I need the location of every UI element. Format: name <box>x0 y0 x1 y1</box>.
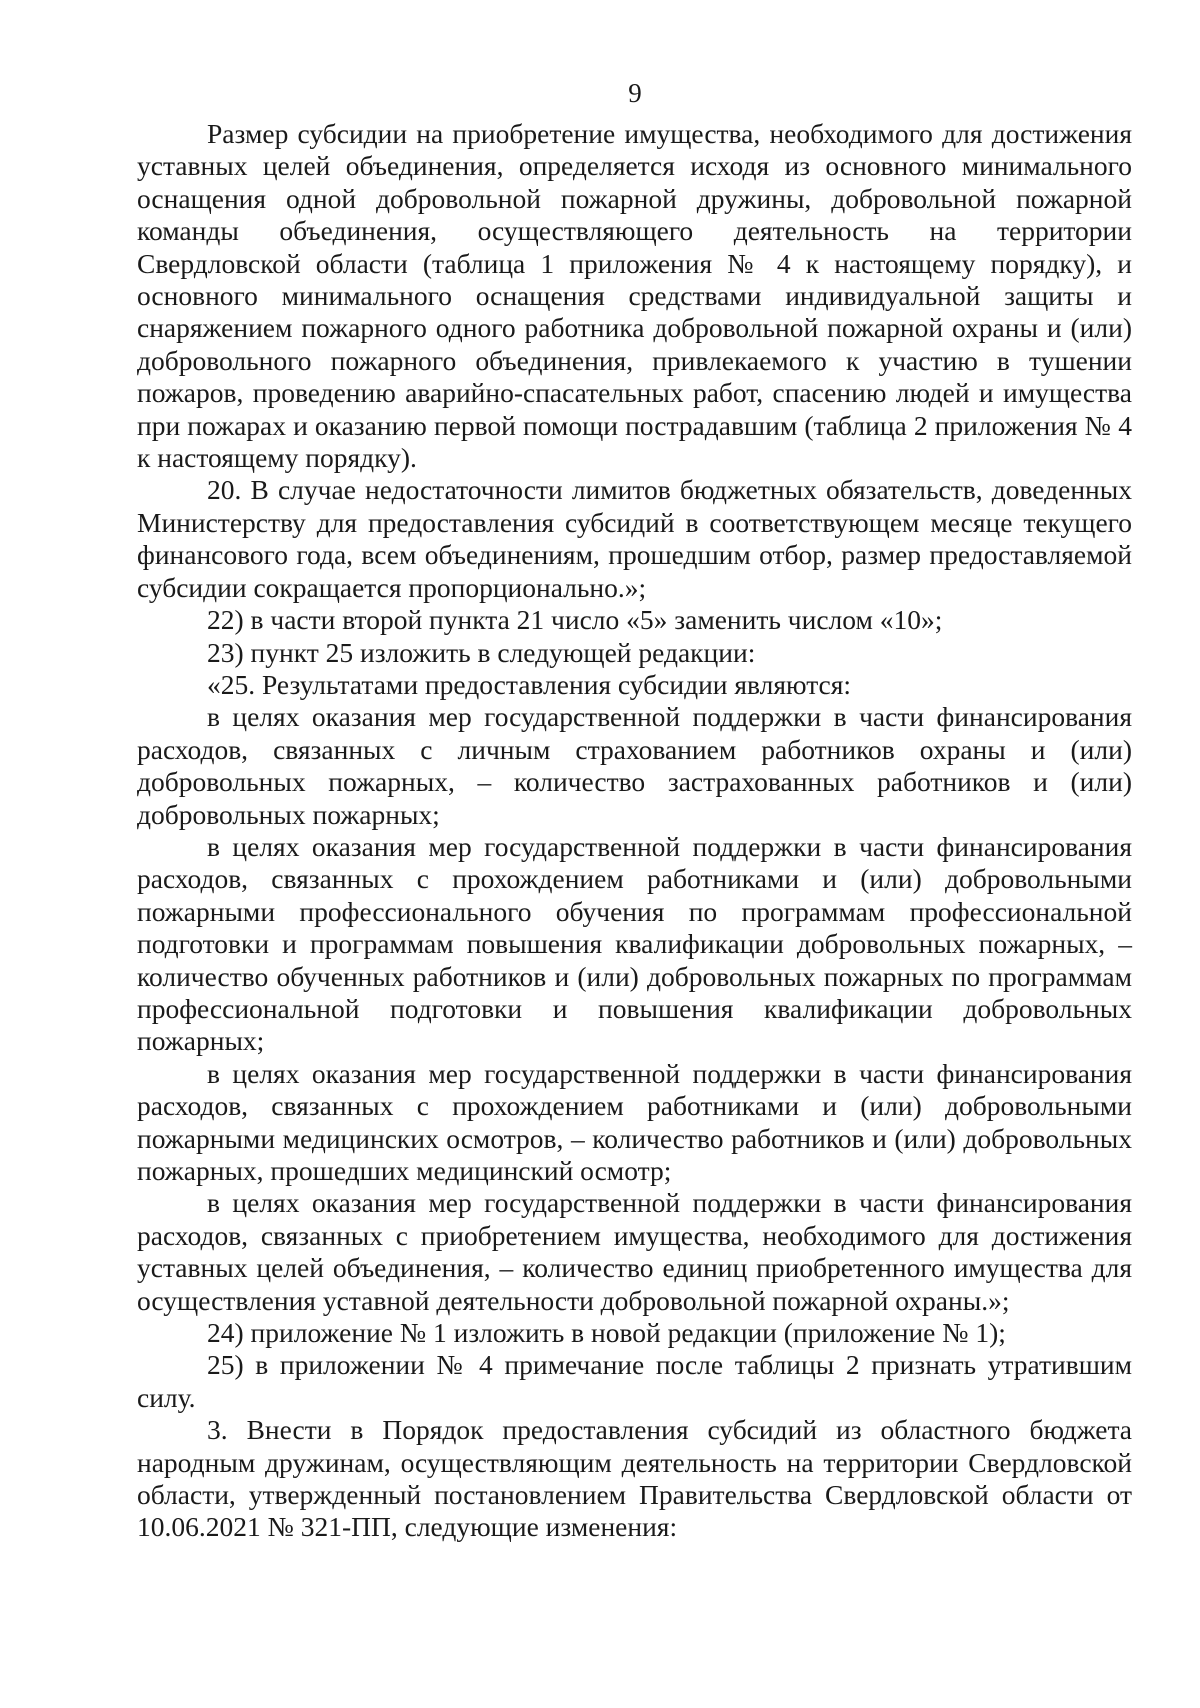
document-body <box>137 118 1132 1544</box>
paragraph-item-25-results: «25. Результатами предоставления субсидии являются: <box>207 668 852 700</box>
paragraph-subsidy-size: Размер субсидии на приобретение имущества, необходимого для достижения уставных целей объединения, определяется исходя из основного минимального оснащения одной добровольной пожарной дружины, добровольной пожарной команды объединения, осуществляющего деятельность на территории Свердловской области (таблица 1 приложения № 4 к настоящему порядку), и основного минимального оснащения средствами индивидуальной защиты и снаряжением пожарного одного работника добровольной пожарной охраны и (или) добровольного пожарного объединения, привлекаемого к участию в тушении пожаров, проведению аварийно-спасательных работ, спасению людей и имущества при пожарах и оказанию первой помощи пострадавшим (таблица 2 приложения № 4 к настоящему порядку). <box>137 118 1132 474</box>
paragraph-result-insurance: в целях оказания мер государственной поддержки в части финансирования расходов, связанных с личным страхованием работников охраны и (или) добровольных пожарных, – количество застрахованных работников и (или) добровольных пожарных; <box>137 701 1132 830</box>
paragraph-item-22: 22) в части второй пункта 21 число «5» заменить числом «10»; <box>207 604 943 636</box>
paragraph-result-medical: в целях оказания мер государственной поддержки в части финансирования расходов, связанных с прохождением работниками и (или) добровольными пожарными медицинских осмотров, – количество работников и (или) добровольных пожарных, прошедших медицинский осмотр; <box>137 1057 1132 1186</box>
paragraph-result-property: в целях оказания мер государственной поддержки в части финансирования расходов, связанных с приобретением имущества, необходимого для достижения уставных целей объединения, – количество единиц приобретенного имущества для осуществления уставной деятельности добровольной пожарной охраны.»; <box>137 1187 1132 1316</box>
paragraph-item-25-appendix: 25) в приложении № 4 примечание после таблицы 2 признать утратившим силу. <box>137 1349 1132 1413</box>
paragraph-item-23: 23) пункт 25 изложить в следующей редакции: <box>207 636 756 668</box>
paragraph-item-24: 24) приложение № 1 изложить в новой редакции (приложение № 1); <box>207 1317 1006 1349</box>
page-number: 9 <box>628 78 642 108</box>
paragraph-result-training: в целях оказания мер государственной поддержки в части финансирования расходов, связанных с прохождением работниками и (или) добровольными пожарными профессионального обучения по программам профессиональной подготовки и программам повышения квалификации добровольных пожарных, – количество обученных работников и (или) добровольных пожарных по программам профессиональной подготовки и повышения квалификации добровольных пожарных; <box>137 830 1132 1057</box>
paragraph-item-20: 20. В случае недостаточности лимитов бюджетных обязательств, доведенных Министерству для предоставления субсидий в соответствующем месяце текущего финансового года, всем объединениям, прошедшим отбор, размер предоставляемой субсидии сокращается пропорционально.»; <box>137 474 1132 603</box>
paragraph-section-3: 3. Внести в Порядок предоставления субсидий из областного бюджета народным дружинам, осуществляющим деятельность на территории Свердловской области, утвержденный постановлением Правительства Свердловской области от 10.06.2021 № 321-ПП, следующие изменения: <box>137 1414 1132 1543</box>
